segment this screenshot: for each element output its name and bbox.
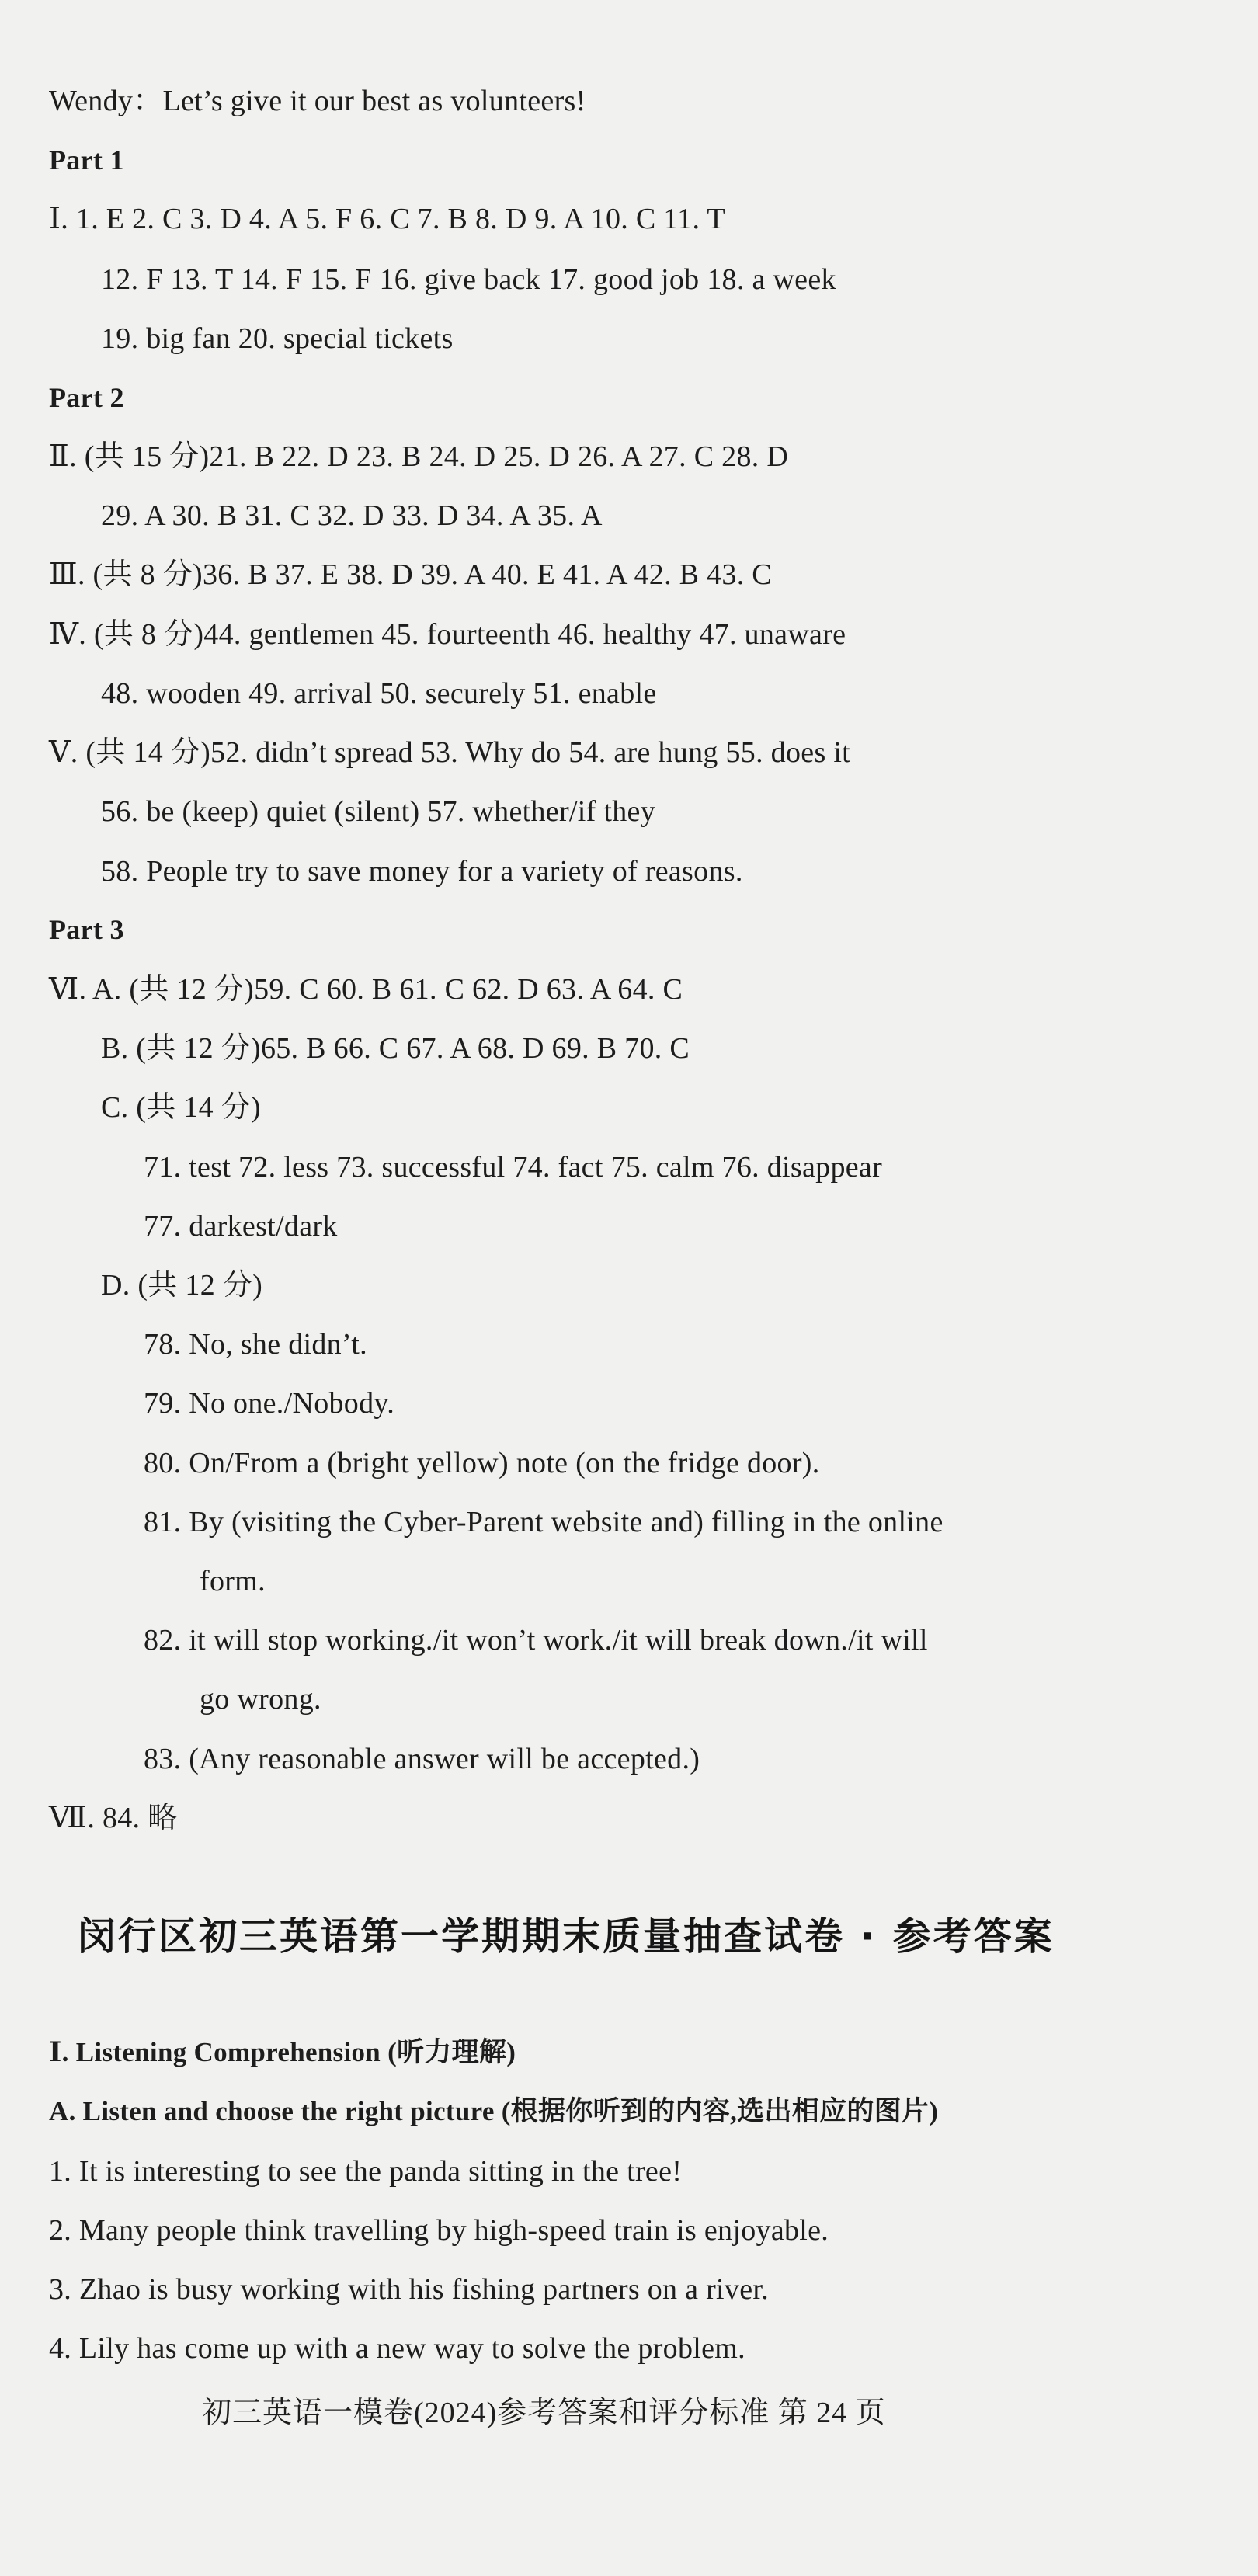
section-iii-line1: Ⅲ. (共 8 分)36. B 37. E 38. D 39. A 40. E 41. A 42. B 43. C [49, 558, 772, 591]
wendy-line: Wendy：Let’s give it our best as volunteers! [49, 85, 586, 117]
answer-82-line2: go wrong. [200, 1683, 321, 1716]
section-vi-c-head: C. (共 14 分) [101, 1091, 261, 1124]
section-vii: Ⅶ. 84. 略 [49, 1802, 178, 1834]
section-vi-c-line1: 71. test 72. less 73. successful 74. fact 75. calm 76. disappear [144, 1151, 883, 1184]
section-v-line3: 58. People try to save money for a variety of reasons. [101, 855, 743, 888]
section-iv-line1: Ⅳ. (共 8 分)44. gentlemen 45. fourteenth 46. healthy 47. unaware [49, 618, 846, 651]
section-vi-a: Ⅵ. A. (共 12 分)59. C 60. B 61. C 62. D 63. A 64. C [49, 973, 683, 1006]
part1-heading: Part 1 [49, 144, 124, 176]
answer-81-line1: 81. By (visiting the Cyber-Parent website and) filling in the online [144, 1506, 944, 1538]
part3-heading: Part 3 [49, 914, 124, 945]
answer-82-line1: 82. it will stop working./it won’t work./it will break down./it will [144, 1624, 928, 1656]
part1-line1: Ⅰ. 1. E 2. C 3. D 4. A 5. F 6. C 7. B 8. D 9. A 10. C 11. T [49, 203, 725, 235]
answer-78: 78. No, she didn’t. [144, 1328, 367, 1361]
section-ii-line1: Ⅱ. (共 15 分)21. B 22. D 23. B 24. D 25. D 26. A 27. C 28. D [49, 440, 789, 473]
answer-81-line2: form. [200, 1565, 266, 1597]
part1-line3: 19. big fan 20. special tickets [101, 322, 454, 355]
section-vi-b: B. (共 12 分)65. B 66. C 67. A 68. D 69. B 70. C [101, 1032, 690, 1065]
part1-line2: 12. F 13. T 14. F 15. F 16. give back 17. good job 18. a week [101, 263, 836, 296]
section-vi-c-line2: 77. darkest/dark [144, 1210, 338, 1243]
section-v-line2: 56. be (keep) quiet (silent) 57. whether/if they [101, 795, 656, 828]
section-vi-d-head: D. (共 12 分) [101, 1269, 263, 1302]
script-3: 3. Zhao is busy working with his fishing partners on a river. [49, 2273, 770, 2306]
section-v-line1: Ⅴ. (共 14 分)52. didn’t spread 53. Why do 54. are hung 55. does it [49, 736, 851, 769]
listen-choose-heading: A. Listen and choose the right picture (根据你听到的内容,选出相应的图片) [49, 2096, 939, 2126]
section-ii-line2: 29. A 30. B 31. C 32. D 33. D 34. A 35. A [101, 499, 603, 532]
listening-heading: Ⅰ. Listening Comprehension (听力理解) [49, 2037, 516, 2067]
answer-79: 79. No one./Nobody. [144, 1387, 395, 1420]
script-2: 2. Many people think travelling by high-speed train is enjoyable. [49, 2214, 829, 2247]
document-title: 闵行区初三英语第一学期期末质量抽查试卷 · 参考答案 [78, 1914, 1055, 1959]
script-4: 4. Lily has come up with a new way to solve the problem. [49, 2332, 745, 2365]
page-footer: 初三英语一模卷(2024)参考答案和评分标准 第 24 页 [202, 2397, 886, 2429]
section-iv-line2: 48. wooden 49. arrival 50. securely 51. enable [101, 677, 657, 710]
answer-83: 83. (Any reasonable answer will be accepted.) [144, 1743, 700, 1775]
script-1: 1. It is interesting to see the panda sitting in the tree! [49, 2155, 683, 2188]
answer-80: 80. On/From a (bright yellow) note (on the fridge door). [144, 1447, 820, 1479]
part2-heading: Part 2 [49, 382, 124, 413]
